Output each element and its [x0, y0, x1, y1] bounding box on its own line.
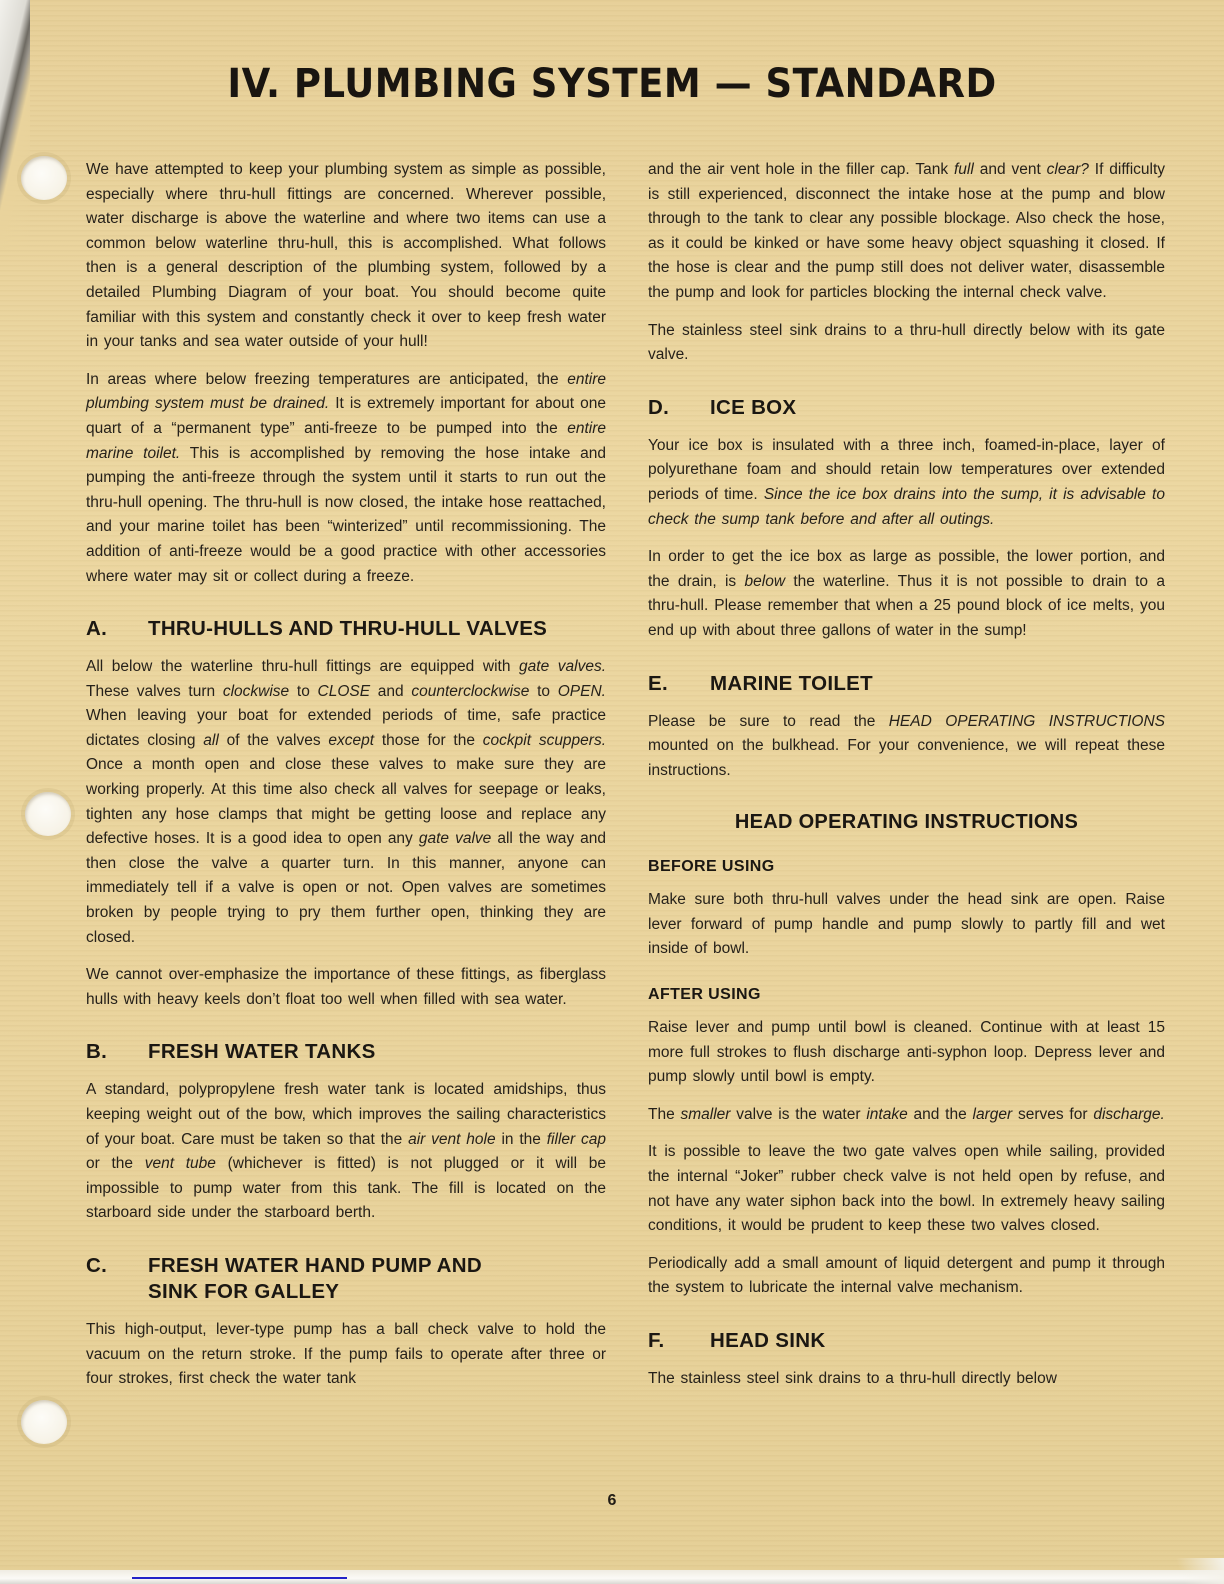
- paragraph: [648, 1367, 1165, 1392]
- text-run: and the air vent hole in the filler cap. Tank: [648, 161, 954, 178]
- paragraph: [86, 368, 606, 589]
- italic-text-run: cockpit scuppers.: [482, 731, 607, 749]
- text-run: and the: [907, 1105, 973, 1123]
- italic-text-run: full: [953, 161, 974, 178]
- paragraph: [648, 319, 1165, 368]
- section-title: ICE BOX: [710, 395, 797, 419]
- section-heading: [648, 1328, 1165, 1354]
- italic-text-run: clockwise: [222, 682, 290, 700]
- text-run: in the: [495, 1130, 547, 1148]
- section-title: MARINE TOILET: [710, 671, 873, 695]
- text-run: all the way and then close the valve a quarter turn. In this manner, anyone can immediately tell if a valve is open or not. Open valves are sometimes broken by people trying to pry them further open, thinking they are closed.: [86, 830, 606, 946]
- italic-text-run: entire marine toilet.: [86, 419, 606, 462]
- text-run: those for the: [374, 731, 483, 749]
- text-run: to: [289, 682, 318, 700]
- section-heading: [648, 395, 1165, 421]
- text-run: (whichever is fitted) is not plugged or it will be impossible to pump water from this tank. The fill is located on the starboard side under the starboard berth.: [86, 1155, 606, 1222]
- text-run: Raise lever and pump until bowl is cleaned. Continue with at least 15 more full strokes to flush discharge anti-syphon loop. Depress lever and pump slowly until bowl is empty.: [648, 1019, 1165, 1086]
- centered-heading: HEAD OPERATING INSTRUCTIONS: [734, 811, 1079, 834]
- text-run: valve is the water: [730, 1105, 867, 1123]
- text-run: and vent: [973, 161, 1047, 178]
- section-heading: [86, 616, 606, 642]
- scan-edge-bottom-right: [1164, 1558, 1224, 1584]
- text-run: Make sure both thru-hull valves under the head sink are open. Raise lever forward of pump handle and pump slowly to partly fill and wet inside of bowl.: [648, 891, 1165, 958]
- text-run: This high-output, lever-type pump has a ball check valve to hold the vacuum on the return stroke. If the pump fails to operate after three or four strokes, first check the water tank: [86, 1320, 606, 1388]
- page-title: IV. PLUMBING SYSTEM — STANDARD: [227, 60, 997, 107]
- text-run: In order to get the ice box as large as possible, the lower portion, and the drain, is: [648, 548, 1165, 590]
- italic-text-run: except: [328, 731, 375, 749]
- italic-text-run: below: [744, 572, 786, 590]
- paragraph: [86, 655, 606, 950]
- right-column: [648, 158, 1165, 1405]
- text-run: These valves turn: [86, 682, 223, 700]
- paragraph: [648, 1140, 1165, 1238]
- text-run: It is extremely important for about one quart of a “permanent type” anti-freeze to be pumped into the: [86, 395, 607, 437]
- text-run: of the valves: [218, 731, 329, 749]
- text-run: We cannot over-emphasize the importance of these fittings, as fiberglass hulls with heavy keels don’t float too well when filled with sea water.: [86, 966, 606, 1008]
- italic-text-run: air vent hole: [408, 1130, 496, 1148]
- italic-text-run: Since the ice box drains into the sump, it is advisable to check the sump tank before and after all outings.: [648, 485, 1165, 528]
- italic-text-run: counterclockwise: [411, 682, 530, 700]
- text-run: We have attempted to keep your plumbing system as simple as possible, especially where thru-hull fittings are concerned. Wherever possible, water discharge is above the waterline and where two items can use a common below waterline thru-hull, this is accomplished. What follows then is a general description of the plumbing system, followed by a detailed Plumbing Diagram of your boat. You should become quite familiar with this system and constantly check it over to keep fresh water in your tanks and sea water outside of your hull!: [86, 161, 606, 351]
- text-run: This is accomplished by removing the hose intake and pumping the anti-freeze through the system until it starts to run out the thru-hull opening. The thru-hull is now closed, the intake hose reattached, and your marine toilet has been “winterized” until recommissioning. The addition of anti-freeze would be a good practice with other accessories where water may sit or collect during a freeze.: [86, 444, 607, 585]
- text-run: In areas where below freezing temperatures are anticipated, the: [86, 370, 568, 388]
- section-letter: F.: [648, 1329, 665, 1352]
- hole-punch: [21, 1400, 67, 1444]
- left-column: [86, 158, 606, 1405]
- sub-heading: BEFORE USING: [648, 858, 775, 876]
- paragraph: [648, 1252, 1165, 1301]
- italic-text-run: CLOSE: [317, 682, 371, 700]
- italic-text-run: smaller: [680, 1105, 731, 1123]
- text-run: Periodically add a small amount of liquid detergent and pump it through the system to lubricate the internal valve mechanism.: [648, 1254, 1165, 1297]
- text-run: and: [370, 682, 412, 700]
- text-run: mounted on the bulkhead. For your convenience, we will repeat these instructions.: [648, 737, 1165, 779]
- paragraph: [86, 963, 606, 1012]
- section-title: THRU-HULLS AND THRU-HULL VALVES: [148, 617, 548, 641]
- text-run: to: [529, 682, 558, 700]
- section-letter: B.: [86, 1040, 108, 1064]
- text-run: the waterline. Thus it is not possible to drain to a thru-hull. Please remember that when a 25 pound block of ice melts, you end up with about three gallons of water in the sump!: [648, 572, 1166, 639]
- section-heading: [86, 1253, 606, 1305]
- paragraph: [86, 1318, 606, 1392]
- italic-text-run: intake: [866, 1105, 908, 1123]
- italic-text-run: filler cap: [546, 1130, 607, 1148]
- section-title: FRESH WATER TANKS: [148, 1040, 376, 1064]
- italic-text-run: discharge.: [1093, 1105, 1165, 1123]
- italic-text-run: clear?: [1046, 161, 1089, 178]
- paragraph: [648, 1016, 1165, 1090]
- text-run: Please be sure to read the: [648, 712, 889, 730]
- paragraph: [648, 158, 1165, 306]
- sub-heading: AFTER USING: [648, 986, 761, 1004]
- page-number: 6: [607, 1492, 617, 1509]
- hole-punch: [21, 156, 67, 200]
- paragraph: [648, 545, 1165, 643]
- text-run: If difficulty is still experienced, disconnect the intake hose at the pump and blow through to the tank to clear any possible blockage. Also check the hose, as it could be kinked or have some heavy object squashing it closed. If the hose is clear and the pump still does not deliver water, disassemble the pump and look for particles blocking the internal check valve.: [648, 161, 1166, 301]
- italic-text-run: larger: [972, 1105, 1013, 1123]
- italic-text-run: all: [203, 731, 219, 749]
- italic-text-run: gate valve: [418, 830, 492, 848]
- section-title: FRESH WATER HAND PUMP AND SINK FOR GALLEY: [148, 1253, 482, 1303]
- section-title: HEAD SINK: [710, 1329, 826, 1352]
- paragraph: [648, 888, 1165, 962]
- text-run: Once a month open and close these valves to make sure they are working properly. At this time also check all valves for seepage or leaks, tighten any hose clamps that might be getting loose and replace any defective hoses. It is a good idea to open any: [86, 756, 606, 848]
- text-run: Your ice box is insulated with a three inch, foamed-in-place, layer of polyurethane foam and should retain low temperatures over extended periods of time.: [648, 436, 1165, 503]
- text-run: When leaving your boat for extended periods of time, safe practice dictates closing: [86, 707, 606, 749]
- text-run: It is possible to leave the two gate valves open while sailing, provided the internal “Joker” rubber check valve is not held open by refuse, and not have any water siphon back into the bowl. In extremely heavy sailing conditions, it would be prudent to keep these two valves closed.: [648, 1143, 1165, 1235]
- hole-punch: [25, 792, 71, 836]
- paragraph: [86, 1078, 606, 1226]
- scan-edge-top-left: [0, 0, 30, 250]
- italic-text-run: OPEN.: [557, 682, 606, 700]
- italic-text-run: entire plumbing system must be drained.: [86, 370, 606, 413]
- italic-text-run: vent tube: [144, 1155, 216, 1173]
- section-letter: E.: [648, 671, 668, 695]
- italic-text-run: gate valves.: [519, 658, 606, 676]
- section-heading: [86, 1039, 606, 1065]
- italic-text-run: HEAD OPERATING INSTRUCTIONS: [888, 712, 1165, 730]
- text-run: The stainless steel sink drains to a thru-hull directly below: [648, 1370, 1057, 1387]
- text-run: serves for: [1012, 1105, 1094, 1123]
- text-run: The stainless steel sink drains to a thru-hull directly below with its gate valve.: [648, 321, 1165, 364]
- paragraph: [648, 710, 1165, 784]
- paragraph: [648, 434, 1165, 532]
- blue-scan-line: [132, 1577, 347, 1579]
- section-letter: C.: [86, 1253, 108, 1277]
- text-run: The: [648, 1105, 681, 1123]
- paragraph: [86, 158, 606, 355]
- text-run: A standard, polypropylene fresh water tank is located amidships, thus keeping weight out of the bow, which improves the sailing characteristics of your boat. Care must be taken so that the: [86, 1081, 606, 1148]
- paragraph: [648, 1103, 1165, 1128]
- section-letter: A.: [86, 617, 108, 641]
- section-heading: [648, 671, 1165, 697]
- section-letter: D.: [648, 395, 670, 419]
- text-run: All below the waterline thru-hull fittings are equipped with: [86, 658, 520, 676]
- text-run: or the: [86, 1155, 145, 1173]
